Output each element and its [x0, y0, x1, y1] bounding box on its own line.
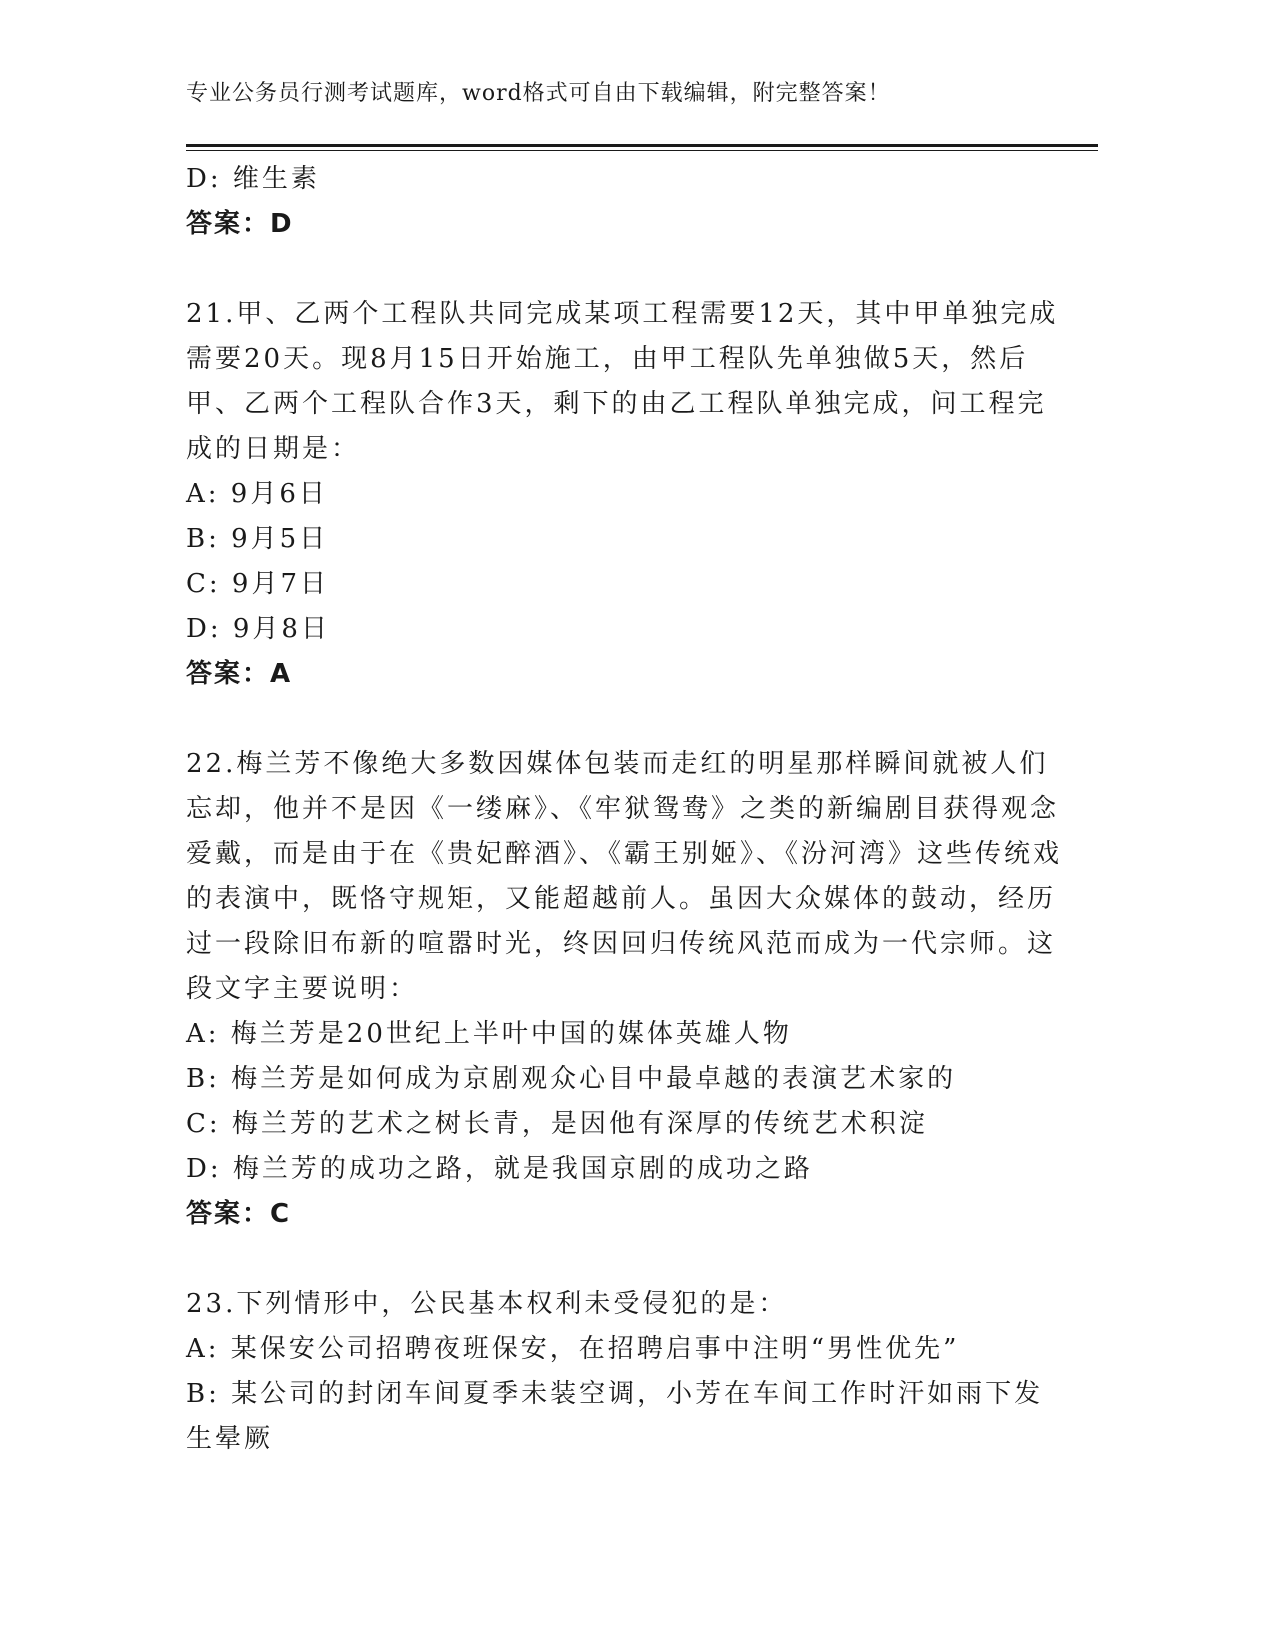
answer: 答案：C — [186, 1199, 292, 1229]
question-21-stem: 21.甲、乙两个工程队共同完成某项工程需要12天，其中甲单独完成需要20天。现8月15日开始施工，由甲工程队先单独做5天，然后甲、乙两个工程队合作3天，剩下的由乙工程队单独完成，问工程完成的日期是： — [186, 299, 1059, 464]
header-rule-thin — [186, 150, 1098, 151]
option-a: A: 梅兰芳是20世纪上半叶中国的媒体英雄人物 — [186, 1019, 792, 1049]
question-23-stem: 23.下列情形中，公民基本权利未受侵犯的是： — [186, 1289, 788, 1319]
option-d: D: 维生素 — [186, 164, 320, 194]
spacer — [186, 247, 1066, 292]
option-a: A: 9月6日 — [186, 479, 328, 509]
option-c: C: 梅兰芳的艺术之树长青，是因他有深厚的传统艺术积淀 — [186, 1109, 928, 1139]
page-header: 专业公务员行测考试题库，word格式可自由下载编辑，附完整答案！ — [186, 81, 891, 106]
option-c: C: 9月7日 — [186, 569, 330, 599]
option-d: D: 梅兰芳的成功之路，就是我国京剧的成功之路 — [186, 1154, 813, 1184]
document-body — [186, 157, 1066, 1462]
answer: 答案：D — [186, 209, 294, 239]
option-b: B: 9月5日 — [186, 524, 329, 554]
spacer — [186, 1237, 1066, 1282]
header-rule — [186, 144, 1098, 147]
option-d: D: 9月8日 — [186, 614, 330, 644]
spacer — [186, 697, 1066, 742]
option-b: B: 梅兰芳是如何成为京剧观众心目中最卓越的表演艺术家的 — [186, 1064, 957, 1094]
option-b: B: 某公司的封闭车间夏季未装空调，小芳在车间工作时汗如雨下发生晕厥 — [186, 1379, 1044, 1454]
answer: 答案：A — [186, 659, 293, 689]
option-a: A: 某保安公司招聘夜班保安，在招聘启事中注明“男性优先” — [186, 1334, 960, 1364]
question-22-stem: 22.梅兰芳不像绝大多数因媒体包装而走红的明星那样瞬间就被人们忘却，他并不是因《一缕麻》、《牢狱鸳鸯》之类的新编剧目获得观念爱戴，而是由于在《贵妃醉酒》、《霸王别姬》、《汾河湾》这些传统戏的表演中，既恪守规矩，又能超越前人。虽因大众媒体的鼓动，经历过一段除旧布新的喧嚣时光，终因回归传统风范而成为一代宗师。这段文字主要说明： — [186, 749, 1063, 1004]
